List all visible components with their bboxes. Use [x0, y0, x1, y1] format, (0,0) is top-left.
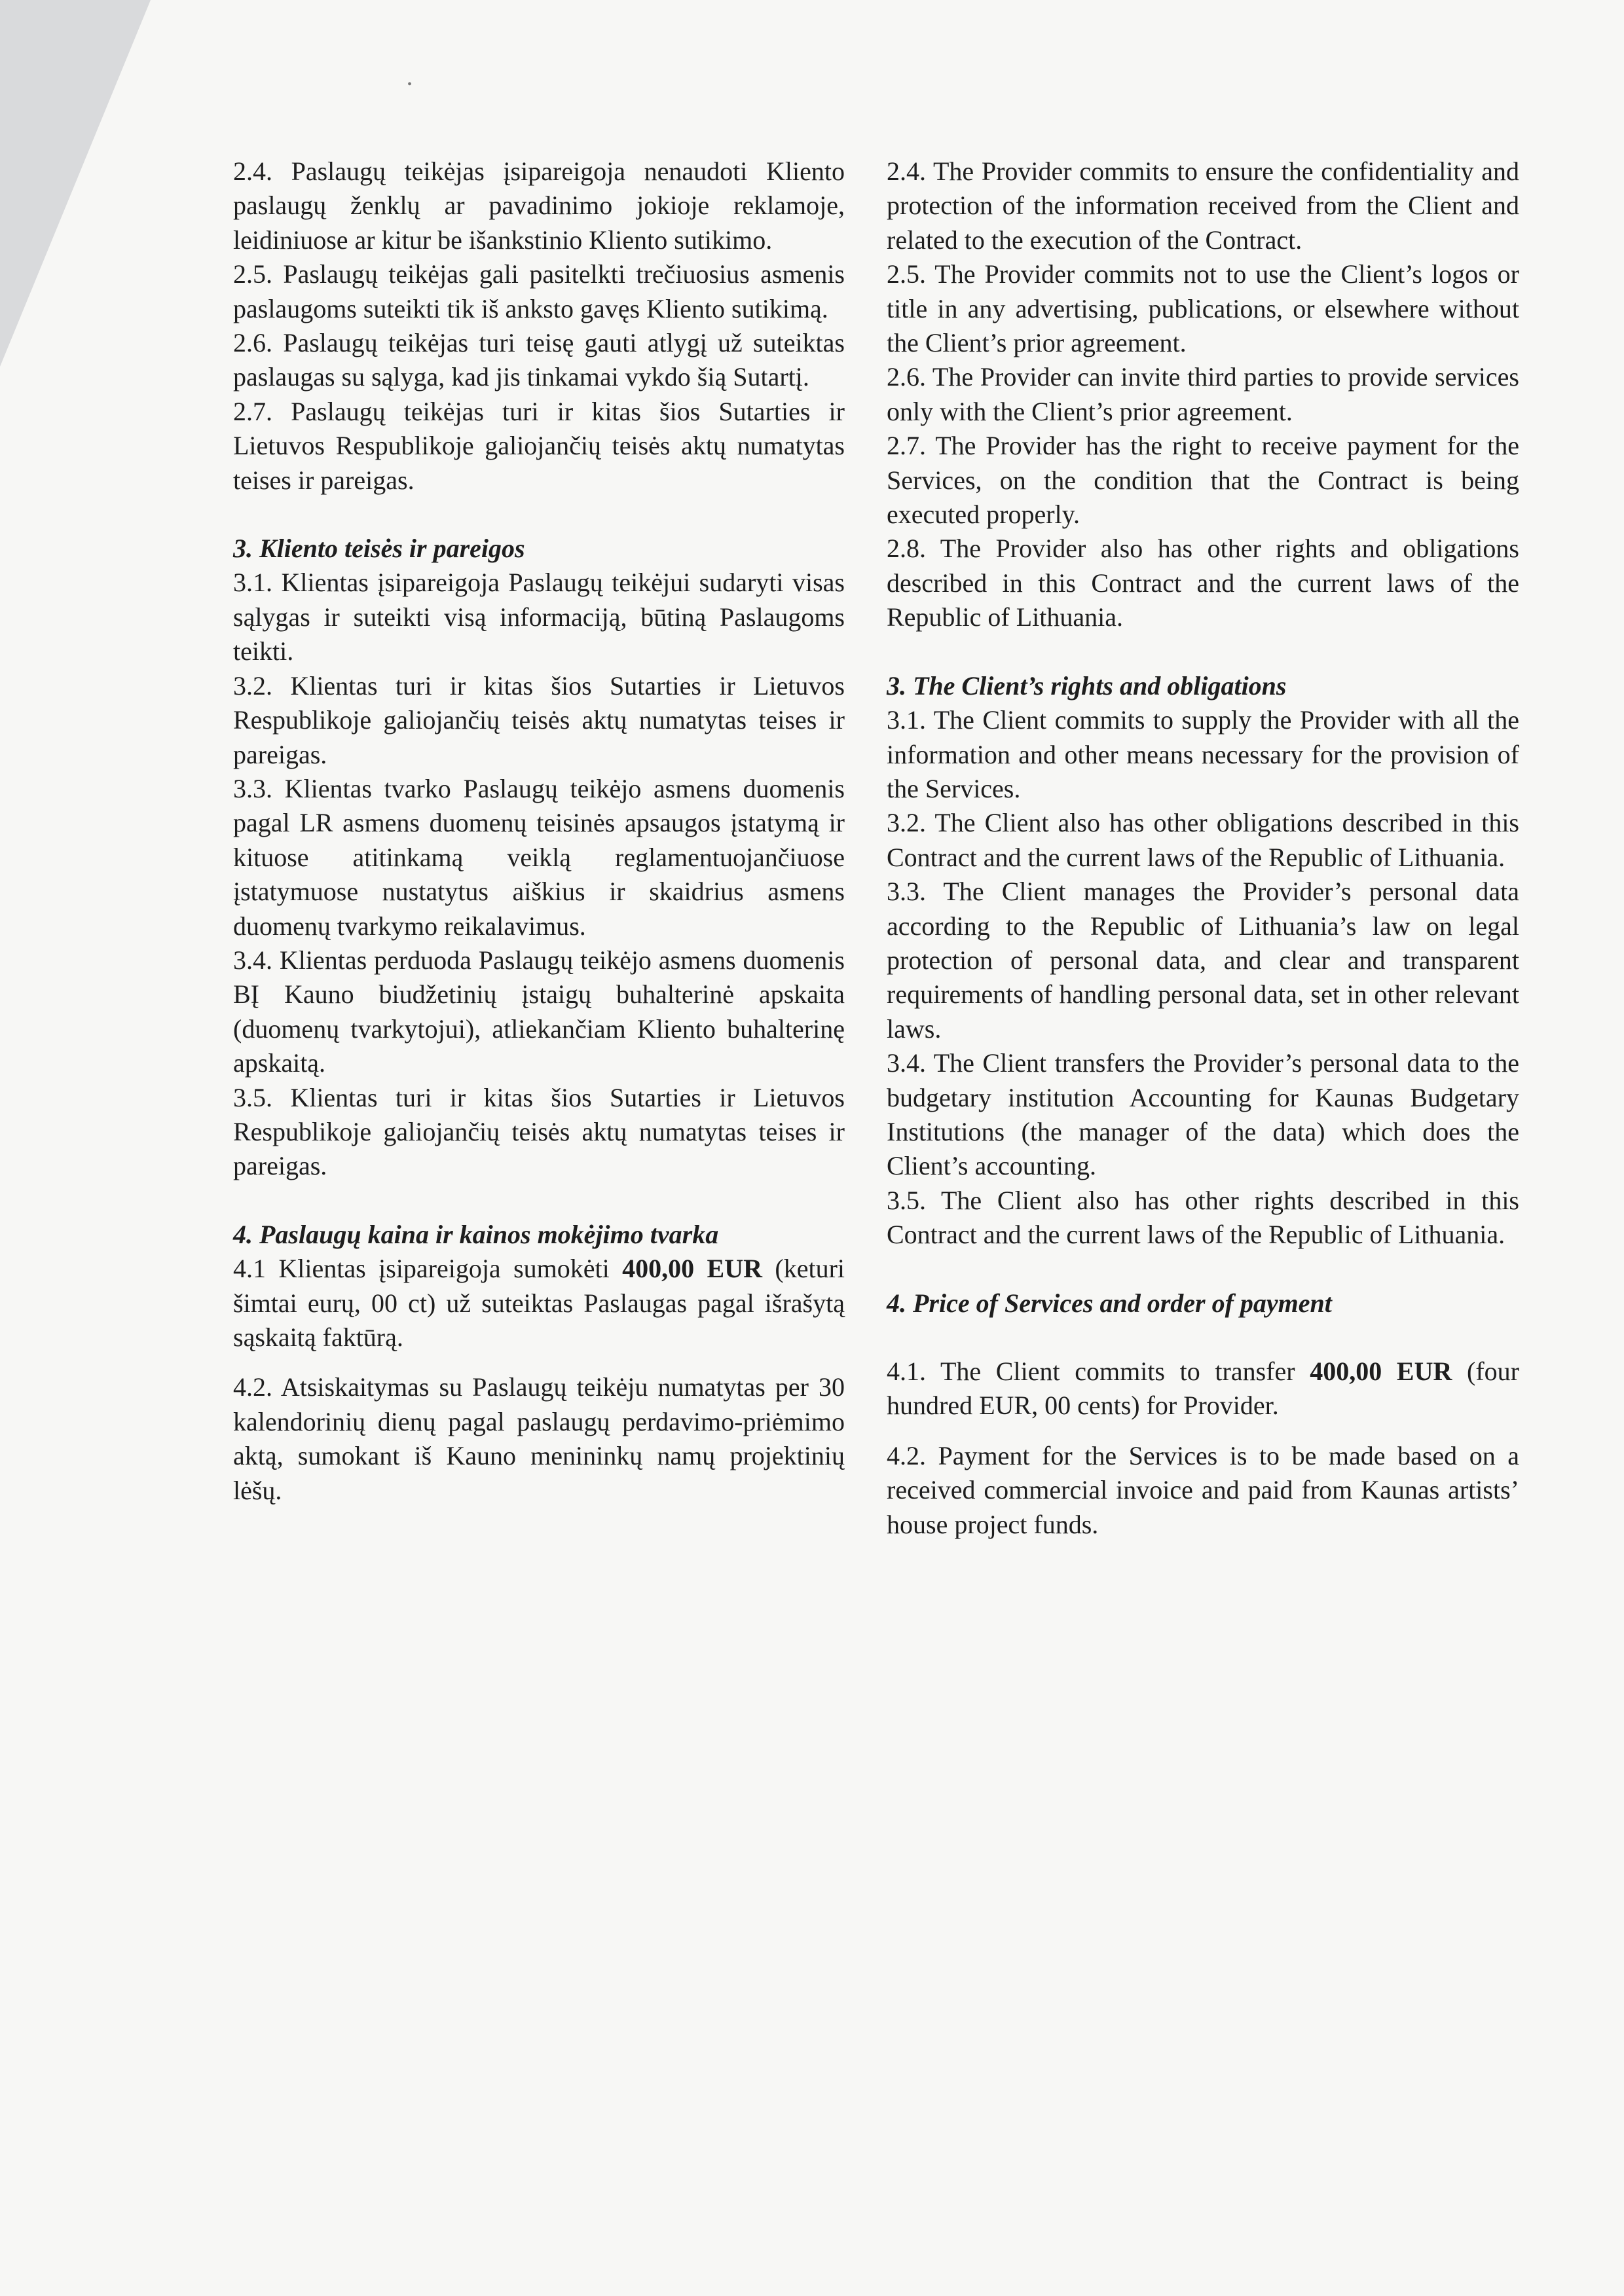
lt-clause-3-3: 3.3. Klientas tvarko Paslaugų teikėjo asmens duomenis pagal LR asmens duomenų teisinės apsaugos įstatymą ir kituose atitinkamą veiklą reglamentuojančiuose įstatymuose nustatytus aiškius ir skaidrius asmens duomenų tvarkymo reikalavimus.: [233, 773, 845, 941]
en-clause-2-6: 2.6. The Provider can invite third parties to provide services only with the Client’s prior agreement.: [887, 362, 1519, 426]
lt-clause-2-6: 2.6. Paslaugų teikėjas turi teisę gauti atlygį už suteiktas paslaugas su sąlyga, kad jis tinkamai vykdo šią Sutartį.: [233, 328, 845, 392]
lithuanian-column: [233, 155, 845, 1508]
en-clause-2-8: 2.8. The Provider also has other rights and obligations described in this Contract and the current laws of the Republic of Lithuania.: [887, 534, 1519, 632]
en-clause-3-1: 3.1. The Client commits to supply the Provider with all the information and other means necessary for the provision of the Services.: [887, 705, 1519, 803]
lt-clause-3-1: 3.1. Klientas įsipareigoja Paslaugų teikėjui sudaryti visas sąlygas ir suteikti visą informaciją, būtiną Paslaugoms teikti.: [233, 568, 845, 666]
lt-clause-4-2: 4.2. Atsiskaitymas su Paslaugų teikėju numatytas per 30 kalendorinių dienų pagal paslaugų perdavimo-priėmimo aktą, sumokant iš Kauno menininkų namų projektinių lėšų.: [233, 1372, 845, 1505]
en-clause-3-2: 3.2. The Client also has other obligations described in this Contract and the current laws of the Republic of Lithuania.: [887, 808, 1519, 872]
lt-clause-2-4: 2.4. Paslaugų teikėjas įsipareigoja nenaudoti Kliento paslaugų ženklų ar pavadinimo jokioje reklamoje, leidiniuose ar kitur be išankstinio Kliento sutikimo.: [233, 156, 845, 255]
en-clause-2-7: 2.7. The Provider has the right to receive payment for the Services, on the condition that the Contract is being executed properly.: [887, 431, 1519, 530]
en-clause-4-1-amount: 400,00 EUR: [1310, 1357, 1452, 1386]
en-clause-3-4: 3.4. The Client transfers the Provider’s personal data to the budgetary institution Accounting for Kaunas Budgetary Institutions (the manager of the data) which does the Client’s accounting.: [887, 1048, 1519, 1181]
folded-page-corner: [0, 0, 151, 367]
lt-section-4-heading: 4. Paslaugų kaina ir kainos mokėjimo tvarka: [233, 1219, 719, 1249]
en-clause-4-1: [887, 1355, 1519, 1423]
lt-clause-4-1-pre: 4.1 Klientas įsipareigoja sumokėti: [233, 1254, 623, 1284]
lt-clause-3-5: 3.5. Klientas turi ir kitas šios Sutarties ir Lietuvos Respublikoje galiojančių teisės aktų numatytas teises ir pareigas.: [233, 1082, 845, 1181]
en-clause-3-5: 3.5. The Client also has other rights described in this Contract and the current laws of the Republic of Lithuania.: [887, 1185, 1519, 1250]
en-section-3-heading: 3. The Client’s rights and obligations: [887, 670, 1287, 701]
scan-speck: •: [407, 77, 413, 92]
en-clause-4-1-pre: 4.1. The Client commits to transfer: [887, 1357, 1310, 1386]
lt-section-3-heading: 3. Kliento teisės ir pareigos: [233, 534, 525, 564]
lt-clause-4-1-amount: 400,00 EUR: [622, 1254, 762, 1284]
en-clause-2-4: 2.4. The Provider commits to ensure the confidentiality and protection of the information received from the Client and related to the execution of the Contract.: [887, 156, 1519, 255]
en-clause-4-1-post: (four hundred EUR, 00 cents) for Provider.: [887, 1357, 1519, 1421]
lt-clause-3-2: 3.2. Klientas turi ir kitas šios Sutarties ir Lietuvos Respublikoje galiojančių teisės aktų numatytas teises ir pareigas.: [233, 670, 845, 769]
lt-clause-3-4: 3.4. Klientas perduoda Paslaugų teikėjo asmens duomenis BĮ Kauno biudžetinių įstaigų buhalterinė apskaita (duomenų tvarkytojui), atliekančiam Kliento buhalterinę apskaitą.: [233, 945, 845, 1078]
lt-clause-2-7: 2.7. Paslaugų teikėjas turi ir kitas šios Sutarties ir Lietuvos Respublikoje galiojančių teisės aktų numatytas teises ir pareigas.: [233, 396, 845, 495]
en-section-4-heading: 4. Price of Services and order of payment: [887, 1288, 1332, 1318]
en-clause-2-5: 2.5. The Provider commits not to use the Client’s logos or title in any advertising, publications, or elsewhere without the Client’s prior agreement.: [887, 259, 1519, 358]
lt-clause-4-1: [233, 1252, 845, 1355]
lt-clause-4-1-post: (keturi šimtai eurų, 00 ct) už suteiktas Paslaugas pagal išrašytą sąskaitą faktūrą.: [233, 1254, 845, 1352]
en-clause-3-3: 3.3. The Client manages the Provider’s personal data according to the Republic of Lithuania’s law on legal protection of personal data, and clear and transparent requirements of handling personal data, set in other relevant laws.: [887, 877, 1519, 1044]
english-column: [887, 155, 1519, 1542]
en-clause-4-2: 4.2. Payment for the Services is to be made based on a received commercial invoice and paid from Kaunas artists’ house project funds.: [887, 1440, 1519, 1539]
lt-clause-2-5: 2.5. Paslaugų teikėjas gali pasitelkti trečiuosius asmenis paslaugoms suteikti tik iš anksto gavęs Kliento sutikimą.: [233, 259, 845, 323]
